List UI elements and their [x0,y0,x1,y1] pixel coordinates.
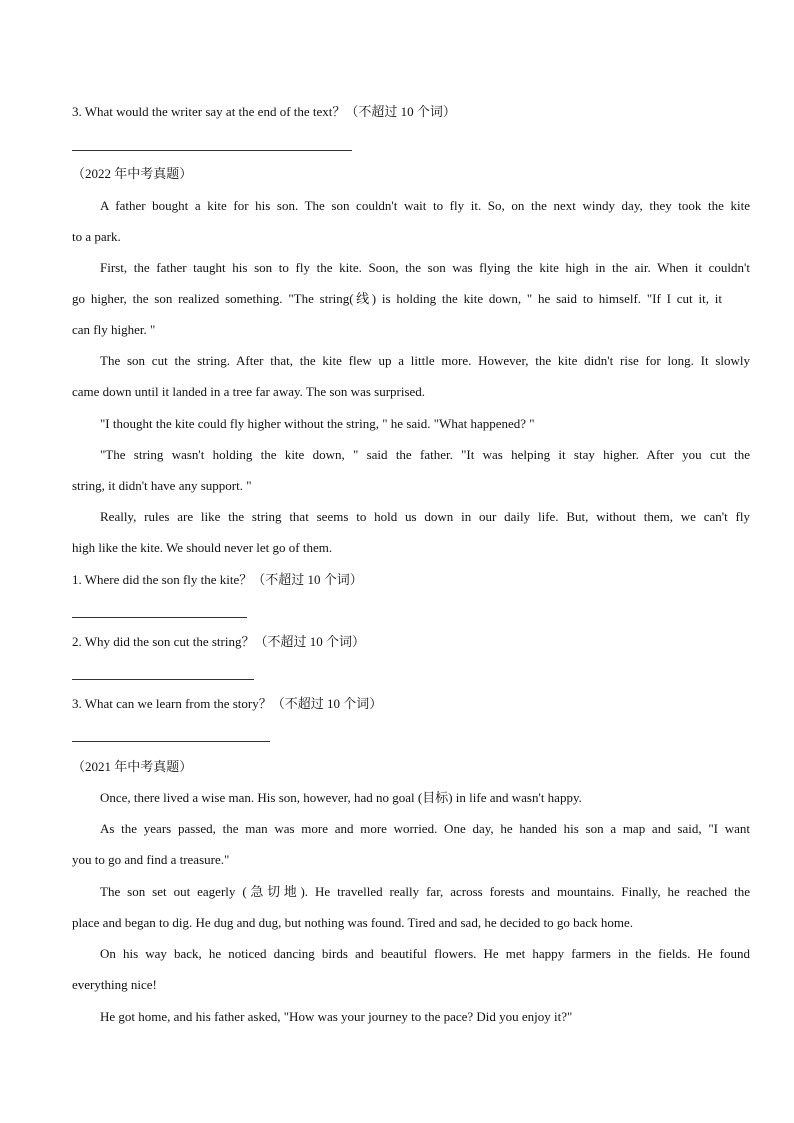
passage-line: came down until it landed in a tree far away. The son was surprised. [72,384,426,399]
passage-line: you to go and find a treasure." [72,852,230,867]
passage-line: everything nice! [72,977,157,992]
passage-line: A father bought a kite for his son. The son couldn't wait to fly it. So, on the next windy day, they took the kite [100,198,750,213]
question-2: 2. Why did the son cut the string？（不超过 10 个词） [72,634,365,649]
passage-line: can fly higher. " [72,322,156,337]
passage-line: place and began to dig. He dug and dug, but nothing was found. Tired and sad, he decided to go back home. [72,915,634,930]
passage-line: The son set out eagerly (急切地). He travelled really far, across forests and mountains. Finally, he reached the [100,884,750,899]
passage-line: First, the father taught his son to fly the kite. Soon, the son was flying the kite high in the air. When it couldn't [100,260,750,275]
passage-line: On his way back, he noticed dancing birds and beautiful flowers. He met happy farmers in the fields. He found [100,946,750,961]
passage-line: go higher, the son realized something. "The string(线) is holding the kite down, " he said to himself. "If I cut it, it [72,291,722,306]
passage-line: Really, rules are like the string that seems to hold us down in our daily life. But, without them, we can't fly [100,509,750,524]
passage-line: string, it didn't have any support. " [72,478,252,493]
section-heading-2021: （2021 年中考真题） [72,759,193,774]
section-heading-2022: （2022 年中考真题） [72,166,193,181]
question-1: 1. Where did the son fly the kite？（不超过 10 个词） [72,572,363,587]
passage-line: "The string wasn't holding the kite down, " said the father. "It was helping it stay higher. After you cut the [100,447,750,462]
question-3: 3. What can we learn from the story？（不超过 10 个词） [72,696,383,711]
passage-line: high like the kite. We should never let go of them. [72,540,333,555]
prev-question-3: 3. What would the writer say at the end of the text？（不超过 10 个词） [72,104,456,119]
passage-line: As the years passed, the man was more and more worried. One day, he handed his son a map and said, "I want [100,821,750,836]
passage-line: The son cut the string. After that, the kite flew up a little more. However, the kite didn't rise for long. It slowly [100,353,750,368]
answer-line-prev-3[interactable] [72,150,352,151]
passage-line: He got home, and his father asked, "How was your journey to the pace? Did you enjoy it?" [100,1009,573,1024]
answer-line-2[interactable] [72,679,254,680]
passage-line: to a park. [72,229,121,244]
answer-line-3[interactable] [72,741,270,742]
answer-line-1[interactable] [72,617,247,618]
passage-line: "I thought the kite could fly higher without the string, " he said. "What happened? " [100,416,535,431]
passage-line: Once, there lived a wise man. His son, however, had no goal (目标) in life and wasn't happy. [100,790,582,805]
